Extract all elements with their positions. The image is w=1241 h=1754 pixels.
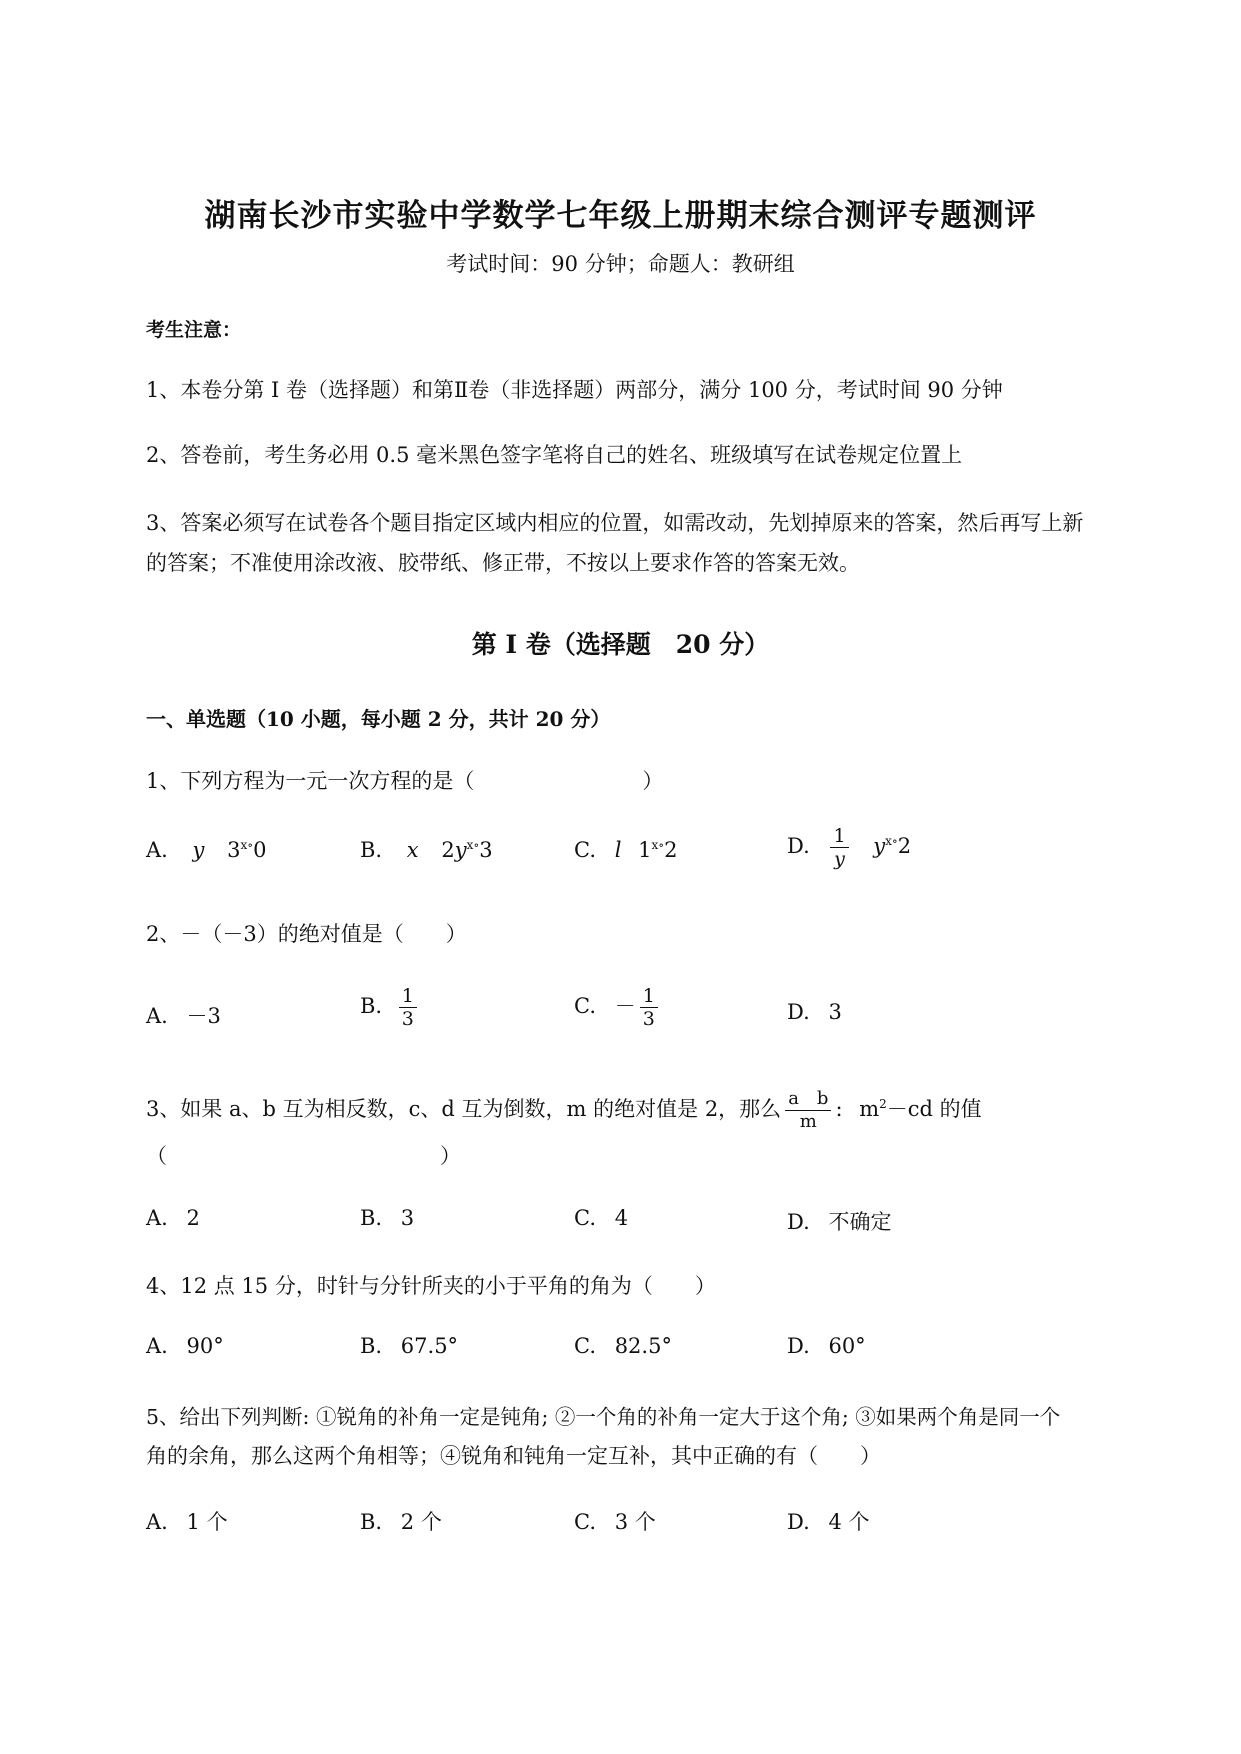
option-label: B. <box>360 838 383 862</box>
option-term: 2 <box>441 838 455 862</box>
option-garbled-mark: x∘ <box>466 838 480 852</box>
fraction-denominator: 3 <box>401 1008 414 1030</box>
option-value: 4 <box>614 1206 629 1230</box>
option-term: 2 <box>897 834 912 858</box>
option-variable: x <box>406 838 419 862</box>
option-value: 82.5° <box>614 1334 672 1358</box>
option-value: 3 <box>828 1000 842 1024</box>
question-1-option-d[interactable] <box>787 825 911 870</box>
question-5-option-b[interactable] <box>360 1506 442 1536</box>
option-variable: y <box>873 834 886 858</box>
question-3-option-b[interactable] <box>360 1206 414 1230</box>
option-label: B. <box>360 1334 383 1358</box>
option-label: D. <box>787 1000 810 1024</box>
question-3-answer-paren: （ ） <box>146 1144 461 1168</box>
fraction-numerator: 1 <box>830 825 848 848</box>
exam-title: 湖南长沙市实验中学数学七年级上册期末综合测评专题测评 <box>204 198 1037 234</box>
fraction-denominator: 3 <box>642 1008 655 1030</box>
option-garbled-mark: x∘ <box>885 834 898 848</box>
question-2-text: 2、－（－3）的绝对值是（ ） <box>146 922 467 946</box>
question-5-option-a[interactable] <box>146 1506 228 1536</box>
section-title: 第 I 卷（选择题 20 分） <box>471 630 770 659</box>
fraction <box>785 1088 831 1133</box>
option-value: 不确定 <box>828 1210 892 1234</box>
question-3-option-c[interactable] <box>574 1206 628 1230</box>
exponent: 2 <box>879 1097 887 1111</box>
option-label: C. <box>574 838 596 862</box>
option-value: 67.5° <box>400 1334 459 1358</box>
option-value: 90° <box>186 1334 224 1358</box>
option-label: B. <box>360 1510 383 1534</box>
question-1-option-a[interactable] <box>146 838 267 862</box>
option-value: －3 <box>186 1004 221 1028</box>
fraction-numerator: 1 <box>399 985 417 1008</box>
option-variable: y <box>454 838 467 862</box>
option-term: 1 <box>638 838 652 862</box>
option-value: 60° <box>828 1334 866 1358</box>
option-term: 3 <box>227 838 241 862</box>
option-label: C. <box>574 1510 596 1534</box>
fraction-numerator: a b <box>785 1088 831 1111</box>
fraction-numerator: 1 <box>640 985 658 1008</box>
option-term: 2 <box>664 838 678 862</box>
question-4-option-a[interactable] <box>146 1334 224 1358</box>
option-garbled-mark: x∘ <box>651 838 665 852</box>
notice-item-2: 2、答卷前，考生务必用 0.5 毫米黑色签字笔将自己的姓名、班级填写在试卷规定位置上 <box>146 443 963 467</box>
option-label: A. <box>146 1004 168 1028</box>
fraction <box>830 825 848 870</box>
notice-item-1: 1、本卷分第 I 卷（选择题）和第Ⅱ卷（非选择题）两部分，满分 100 分，考试时间 90 分钟 <box>146 378 1003 402</box>
option-label: D. <box>787 1210 810 1234</box>
question-4-option-c[interactable] <box>574 1334 672 1358</box>
question-1-option-c[interactable] <box>574 838 678 862</box>
option-label: A. <box>146 1510 168 1534</box>
question-4-option-b[interactable] <box>360 1334 458 1358</box>
m-term: m <box>859 1097 880 1121</box>
question-group-heading: 一、单选题（10 小题，每小题 2 分，共计 20 分） <box>146 707 611 731</box>
fraction-denominator: y <box>834 848 845 870</box>
option-value: 3 <box>400 1206 415 1230</box>
option-label: A. <box>146 1206 168 1230</box>
question-5-text-line-1: 5、给出下列判断: ①锐角的补角一定是钝角; ②一个角的补角一定大于这个角; ③如果两个角是同一个 <box>146 1405 1061 1429</box>
option-value: 2 个 <box>400 1510 442 1534</box>
notice-item-3: 3、答案必须写在试卷各个题目指定区域内相应的位置，如需改动，先划掉原来的答案，然后再写上新 <box>146 511 1084 535</box>
fraction <box>399 985 417 1030</box>
option-label: B. <box>360 1206 383 1230</box>
question-3-tail: －cd 的值 <box>886 1097 982 1121</box>
option-label: D. <box>787 1510 810 1534</box>
option-label: A. <box>146 1334 168 1358</box>
option-term: 0 <box>253 838 267 862</box>
question-5-option-c[interactable] <box>574 1506 656 1536</box>
question-2-option-c[interactable] <box>574 985 662 1030</box>
option-term: 3 <box>479 838 493 862</box>
option-value: 1 个 <box>186 1510 228 1534</box>
option-value: 4 个 <box>828 1510 870 1534</box>
exam-subtitle: 考试时间：90 分钟；命题人：教研组 <box>446 252 795 276</box>
option-variable: y <box>192 838 205 862</box>
option-label: B. <box>360 994 383 1018</box>
option-value: 3 个 <box>614 1510 656 1534</box>
question-4-text: 4、12 点 15 分，时针与分针所夹的小于平角的角为（ ） <box>146 1274 716 1298</box>
question-3-option-a[interactable] <box>146 1206 200 1230</box>
question-5-text-line-2: 角的余角，那么这两个角相等；④锐角和钝角一定互补，其中正确的有（ ） <box>146 1444 881 1468</box>
option-value: 2 <box>186 1206 200 1230</box>
option-label: C. <box>574 1206 596 1230</box>
option-variable: l <box>614 838 622 862</box>
option-label: D. <box>787 834 810 858</box>
question-5-option-d[interactable] <box>787 1506 870 1536</box>
question-2-option-a[interactable] <box>146 1000 221 1030</box>
question-1-text: 1、下列方程为一元一次方程的是（ ） <box>146 769 664 793</box>
question-4-option-d[interactable] <box>787 1334 866 1358</box>
option-label: C. <box>574 1334 596 1358</box>
option-label: A. <box>146 838 168 862</box>
question-2-option-d[interactable] <box>787 1000 842 1024</box>
option-garbled-mark: x∘ <box>240 838 254 852</box>
question-2-option-b[interactable] <box>360 985 421 1030</box>
question-3-option-d[interactable] <box>787 1206 891 1236</box>
minus-sign: － <box>614 994 636 1018</box>
option-label: D. <box>787 1334 810 1358</box>
fraction <box>640 985 658 1030</box>
colon-mark: : <box>835 1097 843 1121</box>
fraction-denominator: m <box>799 1111 817 1132</box>
question-3-stem: 3、如果 a、b 互为相反数，c、d 互为倒数，m 的绝对值是 2，那么 <box>146 1097 782 1121</box>
option-label: C. <box>574 994 596 1018</box>
question-3-text <box>146 1088 982 1133</box>
question-1-option-b[interactable] <box>360 838 493 862</box>
notice-heading: 考生注意： <box>146 319 242 341</box>
notice-item-3-cont: 的答案；不准使用涂改液、胶带纸、修正带，不按以上要求作答的答案无效。 <box>146 551 860 575</box>
